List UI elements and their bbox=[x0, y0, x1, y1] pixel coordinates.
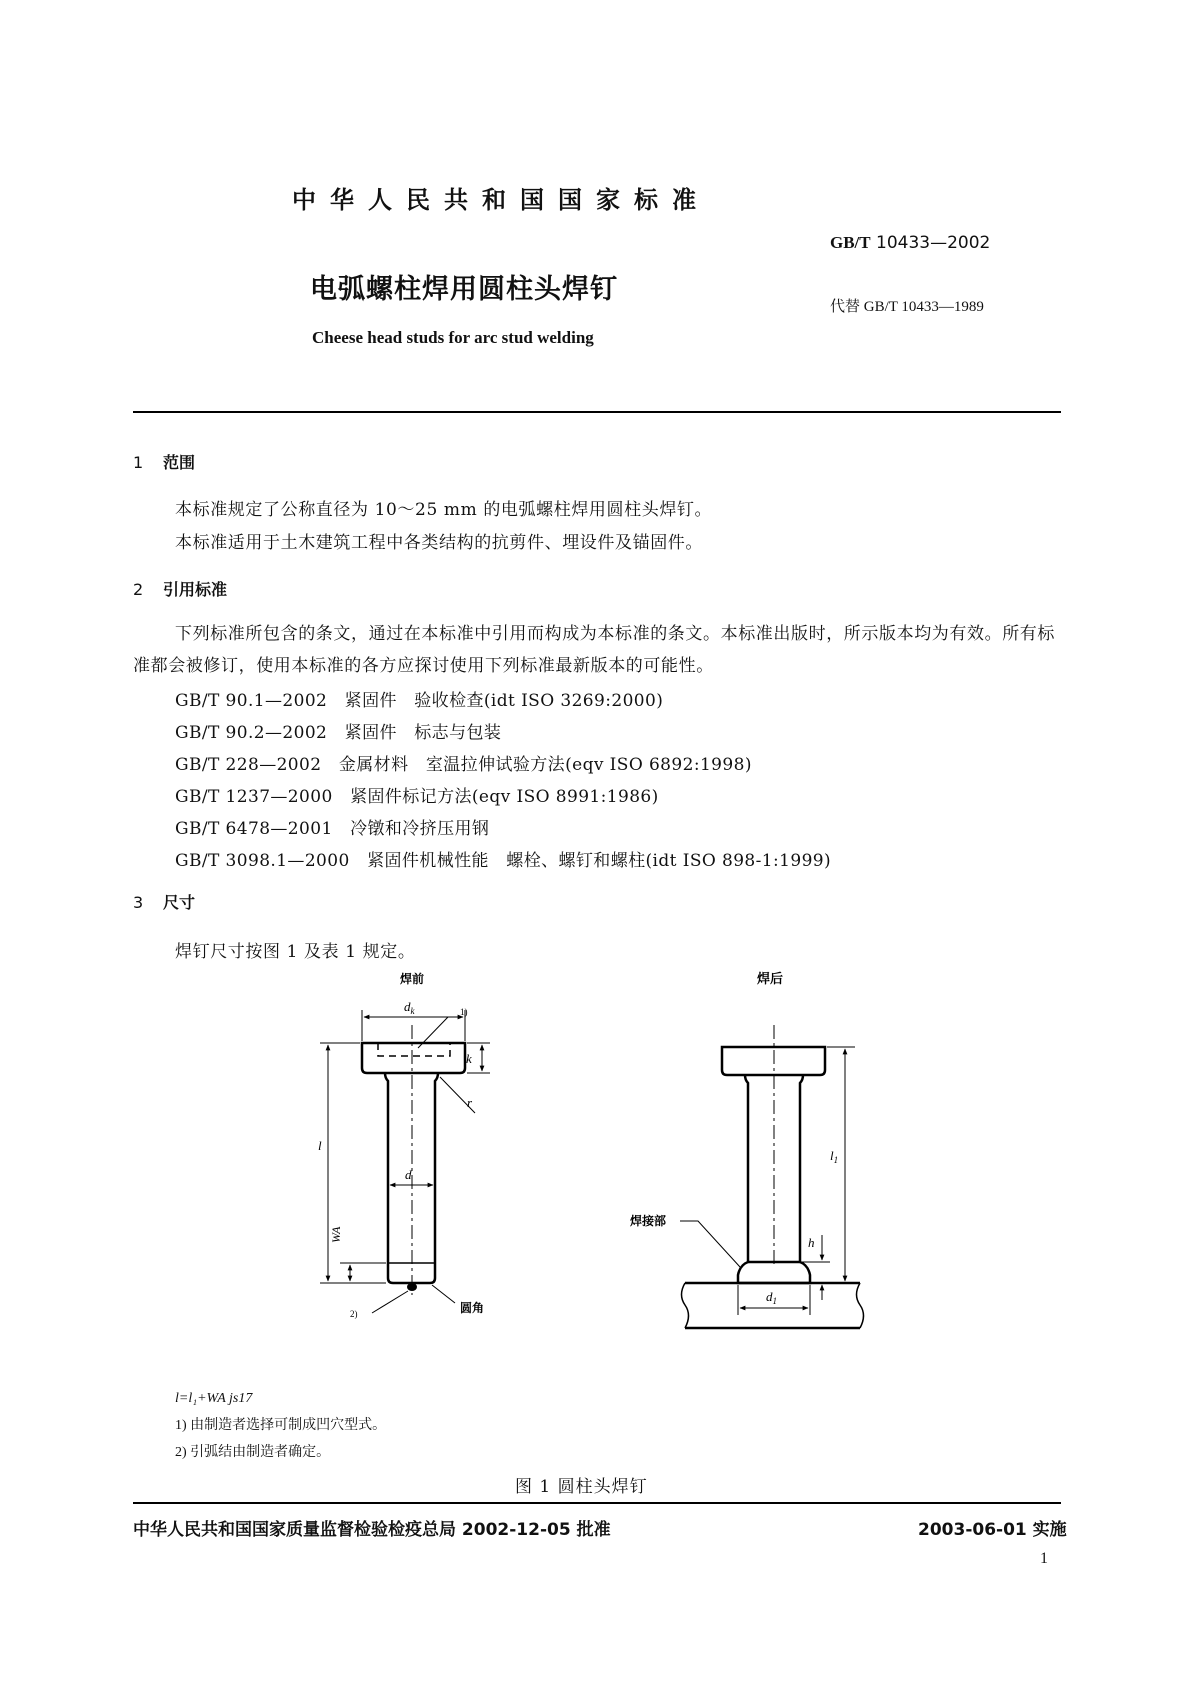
figure-stud-drawing bbox=[300, 965, 900, 1335]
reference-standard: GB/T 90.1—2002 紧固件 验收检查(idt ISO 3269:2000) bbox=[175, 691, 664, 711]
weld-collar bbox=[738, 1262, 810, 1283]
section-1-para-2: 本标准适用于土木建筑工程中各类结构的抗剪件、埋设件及锚固件。 bbox=[175, 533, 703, 553]
document-title-chinese: 电弧螺柱焊用圆柱头焊钉 bbox=[310, 274, 618, 305]
page-number: 1 bbox=[1040, 1550, 1048, 1567]
note-1-mark: 1) bbox=[460, 1007, 468, 1017]
reference-standard: GB/T 90.2—2002 紧固件 标志与包装 bbox=[175, 723, 502, 743]
standard-number-value: 10433—2002 bbox=[876, 233, 991, 253]
h-label: h bbox=[808, 1235, 815, 1250]
section-2-intro: 下列标准所包含的条文，通过在本标准中引用而构成为本标准的条文。本标准出版时，所示版本均为有效。所有标准都会被修订，使用本标准的各方应探讨使用下列标准最新版本的可能性。 bbox=[133, 624, 1055, 676]
d-label: d bbox=[405, 1167, 412, 1182]
document-title-english: Cheese head studs for arc stud welding bbox=[312, 328, 594, 347]
header-divider bbox=[133, 411, 1061, 413]
k-label: k bbox=[466, 1051, 472, 1066]
section-title: 范围 bbox=[163, 453, 196, 472]
arc-ignition-tip bbox=[407, 1283, 417, 1291]
break-line-right bbox=[857, 1283, 864, 1328]
weld-zone-leader bbox=[680, 1221, 740, 1267]
effective-date: 2003-06-01 实施 bbox=[918, 1520, 1067, 1540]
break-line-left bbox=[682, 1283, 689, 1328]
fillet-leader bbox=[432, 1285, 455, 1303]
note-2-leader bbox=[372, 1291, 408, 1313]
section-title: 引用标准 bbox=[163, 580, 228, 599]
section-3-para: 焊钉尺寸按图 1 及表 1 规定。 bbox=[175, 942, 416, 962]
reference-standard: GB/T 6478—2001 冷镦和冷挤压用钢 bbox=[175, 819, 490, 839]
figure-note: 1) 由制造者选择可制成凹穴型式。 bbox=[175, 1418, 387, 1433]
section-3-heading bbox=[133, 890, 195, 913]
section-title: 尺寸 bbox=[163, 893, 196, 912]
figure-caption: 图 1 圆柱头焊钉 bbox=[515, 1477, 648, 1497]
recess-outline bbox=[378, 1043, 450, 1056]
section-number: 1 bbox=[133, 453, 144, 472]
d1-label: $d_1$ bbox=[766, 1289, 777, 1306]
before-weld-label: 焊前 bbox=[399, 972, 425, 986]
org-title: 中华人民共和国国家标准 bbox=[292, 186, 710, 214]
section-2-heading bbox=[133, 577, 227, 600]
section-1-heading bbox=[133, 450, 195, 473]
r-label: r bbox=[467, 1095, 473, 1110]
footer-divider bbox=[133, 1502, 1061, 1504]
section-1-para-1: 本标准规定了公称直径为 10～25 mm 的电弧螺柱焊用圆柱头焊钉。 bbox=[175, 500, 713, 520]
section-number: 3 bbox=[133, 893, 144, 912]
weld-zone-label: 焊接部 bbox=[630, 1214, 667, 1228]
figure-formula: l=l₁+WA js17 bbox=[175, 1391, 253, 1406]
dk-label: $d_k$ bbox=[404, 999, 415, 1016]
approval-statement: 中华人民共和国国家质量监督检验检疫总局 2002-12-05 批准 bbox=[133, 1520, 611, 1540]
standard-number bbox=[830, 233, 990, 253]
l-label: l bbox=[318, 1138, 322, 1153]
figure-note: 2) 引弧结由制造者确定。 bbox=[175, 1445, 331, 1460]
after-weld-label: 焊后 bbox=[756, 971, 784, 986]
reference-standard: GB/T 3098.1—2000 紧固件机械性能 螺栓、螺钉和螺柱(idt ISO 898-1:1999) bbox=[175, 851, 832, 871]
standard-prefix: GB/T bbox=[830, 233, 871, 252]
l1-label: $l_1$ bbox=[830, 1148, 839, 1165]
wa-label: WA bbox=[329, 1226, 343, 1243]
reference-standard: GB/T 228—2002 金属材料 室温拉伸试验方法(eqv ISO 6892:1998) bbox=[175, 755, 752, 775]
figure-notes bbox=[175, 1385, 386, 1466]
replaces-standard: 代替 GB/T 10433—1989 bbox=[830, 299, 984, 315]
section-number: 2 bbox=[133, 580, 144, 599]
note-2-mark: 2) bbox=[350, 1309, 358, 1319]
fillet-label: 圆角 bbox=[460, 1301, 485, 1315]
reference-standard: GB/T 1237—2000 紧固件标记方法(eqv ISO 8991:1986) bbox=[175, 787, 659, 807]
stud-before-weld bbox=[362, 1043, 465, 1283]
